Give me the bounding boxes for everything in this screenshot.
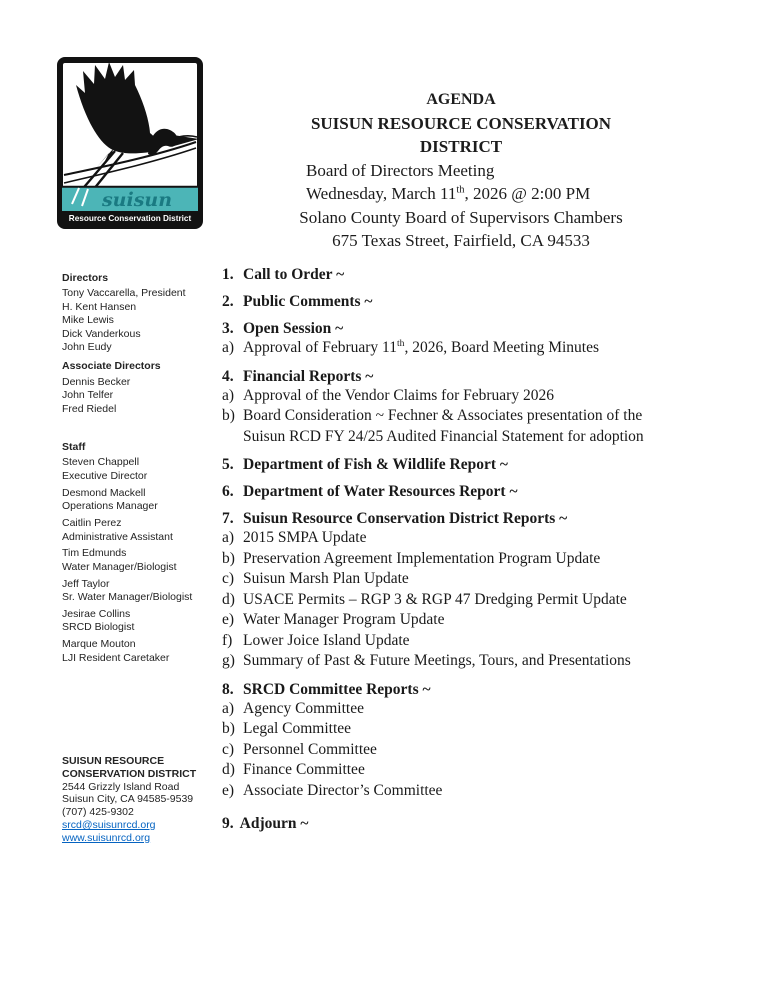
agenda-section-title: SRCD Committee Reports ~ (243, 680, 431, 698)
staff-role: LJI Resident Caretaker (62, 651, 170, 664)
agenda-section-number: 6. (222, 483, 234, 500)
agenda-subitem (222, 338, 684, 359)
agenda-list (222, 265, 684, 833)
agenda-subitem (222, 719, 684, 740)
agenda-subitem-label: b) (222, 549, 235, 567)
agenda-section-number: 8. (222, 680, 234, 698)
staff-name: Jesirae Collins (62, 608, 131, 621)
staff-entry (62, 608, 224, 635)
people-lists (62, 272, 224, 665)
staff-role: Executive Director (62, 469, 148, 482)
agenda-subitem-text: Lower Joice Island Update (243, 631, 410, 649)
staff-name: Marque Mouton (62, 638, 136, 651)
sidebar-person-name: Dennis Becker (62, 375, 131, 388)
page-title: AGENDA (426, 91, 496, 108)
agenda-section (222, 367, 684, 448)
agenda-section-number: 4. (222, 367, 234, 385)
agenda-subitem (222, 760, 684, 781)
email-link[interactable]: srcd@suisunrcd.org (62, 818, 156, 831)
agenda-subitem-text: Associate Director’s Committee (243, 781, 443, 799)
agenda-subitem-label: d) (222, 590, 235, 608)
website-link[interactable]: www.suisunrcd.org (62, 831, 151, 844)
agenda-section-number: 3. (222, 320, 234, 337)
date-text: Wednesday, March 11 (306, 184, 457, 203)
sidebar-person-name: Dick Vanderkous (62, 327, 141, 340)
agenda-subitem-label: e) (222, 611, 235, 628)
sidebar-person-name: Mike Lewis (62, 314, 114, 327)
agenda-subitem-label: a) (222, 339, 235, 356)
organization-name: SUISUN RESOURCE CONSERVATION DISTRICT (310, 113, 612, 156)
agenda-section-heading (222, 814, 684, 833)
agenda-subitem-label: a) (222, 529, 235, 546)
agenda-section-title: Department of Water Resources Report ~ (243, 483, 518, 500)
heron-logo-graphic (57, 57, 203, 229)
agenda-subitem-label: g) (222, 652, 235, 669)
staff-entry (62, 638, 224, 665)
staff-name: Tim Edmunds (62, 547, 127, 560)
agenda-section (222, 814, 684, 833)
agenda-section-heading (222, 680, 684, 699)
contact-phone: (707) 425-9302 (62, 806, 134, 819)
staff-entry (62, 547, 224, 574)
staff-entry (62, 578, 224, 605)
agenda-section-title: Department of Fish & Wildlife Report ~ (243, 456, 508, 473)
logo-band-text: Resource Conservation District (68, 214, 192, 223)
sidebar-group-title: Staff (62, 441, 86, 454)
agenda-subitem (222, 781, 684, 802)
agenda-subitem (222, 569, 684, 590)
agenda-subitem (222, 549, 684, 570)
agenda-subitem-label: a) (222, 386, 235, 404)
agenda-subitem (222, 610, 684, 631)
agenda-section (222, 680, 684, 802)
sidebar (62, 272, 224, 671)
agenda-subitem-text: USACE Permits – RGP 3 & RGP 47 Dredging Permit Update (243, 590, 627, 608)
agenda-section-heading (222, 482, 684, 501)
contact-block (62, 755, 232, 845)
document-header (270, 88, 652, 253)
sidebar-group (62, 441, 224, 665)
agenda-section-number: 2. (222, 293, 234, 310)
agenda-section-number: 5. (222, 456, 234, 473)
agenda-subitem-text: Water Manager Program Update (243, 611, 445, 628)
agenda-subitem-label: d) (222, 761, 235, 778)
sidebar-person-name: Tony Vaccarella, President (62, 287, 186, 300)
agenda-subitem-text: Preservation Agreement Implementation Program Update (243, 549, 601, 567)
sidebar-person-name: John Telfer (62, 389, 114, 402)
staff-role: SRCD Biologist (62, 621, 135, 634)
logo-script-text: suisun (101, 189, 173, 211)
staff-entry (62, 517, 224, 544)
agenda-section (222, 292, 684, 311)
agenda-subitem (222, 699, 684, 720)
date-superscript: th (456, 184, 465, 196)
sidebar-person-name: John Eudy (62, 341, 112, 354)
agenda-section-heading (222, 292, 684, 311)
agenda-subitem-text: Suisun Marsh Plan Update (243, 570, 409, 587)
staff-entry (62, 456, 224, 483)
agenda-subitem (222, 528, 684, 549)
agenda-section-number: 9. (222, 815, 234, 832)
agenda-section-heading (222, 265, 684, 284)
agenda-section-heading (222, 319, 684, 338)
agenda-section-title: Suisun Resource Conservation District Reports ~ (243, 510, 568, 527)
sidebar-group-title: Directors (62, 272, 109, 284)
agenda-subitem (222, 651, 684, 672)
agenda-section-title: Public Comments ~ (243, 293, 373, 310)
sidebar-group (62, 272, 224, 354)
agenda-subitem-text: Personnel Committee (243, 740, 377, 758)
staff-role: Water Manager/Biologist (62, 560, 177, 573)
agenda-subitem-text: Legal Committee (243, 720, 352, 737)
contact-street: 2544 Grizzly Island Road (62, 780, 180, 793)
agenda-subitem-label: c) (222, 740, 235, 758)
agenda-subitem-label: b) (222, 720, 235, 737)
staff-name: Caitlin Perez (62, 517, 122, 530)
date-text: , 2026 @ 2:00 PM (464, 184, 591, 203)
text-run: , 2026, Board Meeting Minutes (404, 339, 600, 356)
agenda-section-number: 7. (222, 510, 234, 527)
staff-name: Desmond Mackell (62, 486, 146, 499)
srcd-logo (57, 57, 203, 229)
sidebar-person-name: Fred Riedel (62, 402, 117, 415)
agenda-section-title: Adjourn ~ (239, 815, 309, 832)
meeting-venue: Solano County Board of Supervisors Chambers (299, 207, 623, 227)
agenda-section (222, 509, 684, 672)
agenda-subitem-label: a) (222, 699, 235, 717)
agenda-section-number: 1. (222, 266, 234, 283)
agenda-subitem-text: Agency Committee (243, 699, 364, 717)
meeting-datetime (270, 182, 652, 206)
agenda-section (222, 455, 684, 474)
agenda-section-title: Open Session ~ (243, 320, 344, 337)
staff-role: Sr. Water Manager/Biologist (62, 591, 193, 604)
agenda-section-title: Call to Order ~ (243, 266, 345, 283)
agenda-section-heading (222, 367, 684, 386)
staff-role: Operations Manager (62, 500, 158, 513)
agenda-section (222, 319, 684, 359)
agenda-subitem (222, 740, 684, 761)
agenda-subitem-label: b) (222, 407, 235, 424)
text-run: Approval of February 11 (243, 339, 397, 356)
agenda-subitem-text: 2015 SMPA Update (243, 529, 367, 546)
agenda-section-title: Financial Reports ~ (243, 367, 374, 385)
agenda-subitem-label: f) (222, 631, 233, 649)
agenda-section-heading (222, 509, 684, 528)
agenda-section (222, 482, 684, 501)
meeting-type: Board of Directors Meeting (306, 160, 495, 180)
meeting-address: 675 Texas Street, Fairfield, CA 94533 (332, 231, 590, 250)
superscript: th (396, 337, 405, 349)
staff-name: Steven Chappell (62, 456, 140, 469)
staff-role: Administrative Assistant (62, 530, 173, 543)
agenda-subitem (222, 386, 684, 407)
agenda-subitem-label: c) (222, 570, 235, 587)
agenda-section-heading (222, 455, 684, 474)
staff-name: Jeff Taylor (62, 577, 110, 590)
sidebar-group (62, 360, 224, 416)
agenda-subitem-text: Summary of Past & Future Meetings, Tours, and Presentations (243, 652, 631, 669)
agenda-section (222, 265, 684, 284)
agenda-subitem (222, 590, 684, 611)
agenda-subitem-text: Board Consideration ~ Fechner & Associates presentation of the Suisun RCD FY 24/25 Audited Financial Statement for adoption (243, 407, 644, 445)
agenda-subitem (222, 631, 684, 652)
agenda-subitem-text (243, 338, 684, 359)
contact-org-line2: CONSERVATION DISTRICT (62, 767, 197, 780)
contact-city: Suisun City, CA 94585-9539 (62, 793, 194, 806)
sidebar-group-title: Associate Directors (62, 360, 161, 373)
staff-entry (62, 487, 224, 514)
contact-org-line1: SUISUN RESOURCE (62, 755, 165, 767)
sidebar-person-name: H. Kent Hansen (62, 300, 137, 313)
agenda-subitem-text: Approval of the Vendor Claims for February 2026 (243, 386, 554, 404)
agenda-subitem-text: Finance Committee (243, 761, 365, 778)
agenda-subitem-label: e) (222, 781, 235, 799)
agenda-subitem (222, 406, 684, 447)
